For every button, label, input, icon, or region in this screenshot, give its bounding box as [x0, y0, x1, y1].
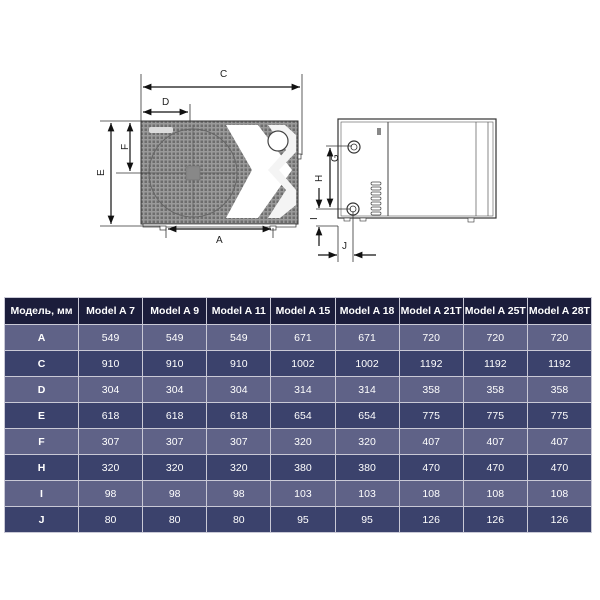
cell: 95 — [271, 507, 335, 533]
cell: 98 — [143, 481, 207, 507]
cell: 126 — [463, 507, 527, 533]
header-model: Model A 18 — [335, 298, 399, 325]
table-row — [5, 481, 592, 507]
cell: 671 — [271, 325, 335, 351]
front-view-drawing — [96, 69, 302, 246]
cell: 80 — [207, 507, 271, 533]
table-row — [5, 429, 592, 455]
cell: 910 — [79, 351, 143, 377]
side-view-drawing — [309, 119, 496, 262]
cell: 470 — [399, 455, 463, 481]
cell: 407 — [527, 429, 591, 455]
cell: 80 — [143, 507, 207, 533]
cell: 304 — [143, 377, 207, 403]
cell: 307 — [207, 429, 271, 455]
cell: 470 — [527, 455, 591, 481]
table-row — [5, 325, 592, 351]
cell: 108 — [399, 481, 463, 507]
cell: 358 — [463, 377, 527, 403]
cell: 304 — [79, 377, 143, 403]
cell: 98 — [79, 481, 143, 507]
cell: 470 — [463, 455, 527, 481]
cell: 307 — [143, 429, 207, 455]
header-model: Model A 11 — [207, 298, 271, 325]
row-param: E — [5, 403, 79, 429]
table-row — [5, 377, 592, 403]
dim-label-j: J — [342, 241, 347, 252]
cell: 126 — [527, 507, 591, 533]
dim-label-i: I — [309, 217, 320, 220]
cell: 380 — [271, 455, 335, 481]
cell: 320 — [207, 455, 271, 481]
cell: 618 — [79, 403, 143, 429]
dim-label-g: G — [330, 154, 341, 162]
cell: 314 — [271, 377, 335, 403]
dim-label-e: E — [96, 169, 107, 176]
dimension-diagram — [0, 0, 600, 280]
row-param: C — [5, 351, 79, 377]
cell: 1192 — [399, 351, 463, 377]
cell: 80 — [79, 507, 143, 533]
cell: 358 — [527, 377, 591, 403]
cell: 407 — [399, 429, 463, 455]
header-model: Model A 25T — [463, 298, 527, 325]
row-param: A — [5, 325, 79, 351]
cell: 720 — [527, 325, 591, 351]
cell: 320 — [143, 455, 207, 481]
cell: 320 — [335, 429, 399, 455]
cell: 407 — [463, 429, 527, 455]
cell: 108 — [527, 481, 591, 507]
dimensions-table — [4, 297, 592, 533]
cell: 654 — [271, 403, 335, 429]
row-param: F — [5, 429, 79, 455]
cell: 549 — [143, 325, 207, 351]
header-model: Model A 9 — [143, 298, 207, 325]
row-param: D — [5, 377, 79, 403]
cell: 98 — [207, 481, 271, 507]
table-row — [5, 351, 592, 377]
cell: 108 — [463, 481, 527, 507]
header-model: Model A 28T — [527, 298, 591, 325]
row-param: H — [5, 455, 79, 481]
cell: 103 — [271, 481, 335, 507]
row-param: I — [5, 481, 79, 507]
cell: 103 — [335, 481, 399, 507]
dim-label-f: F — [120, 143, 131, 150]
table-row — [5, 455, 592, 481]
cell: 775 — [463, 403, 527, 429]
cell: 720 — [399, 325, 463, 351]
table-row — [5, 403, 592, 429]
dim-label-c: C — [220, 69, 228, 80]
header-model: Model A 15 — [271, 298, 335, 325]
header-param: Модель, мм — [5, 298, 79, 325]
cell: 380 — [335, 455, 399, 481]
cell: 549 — [207, 325, 271, 351]
cell: 618 — [143, 403, 207, 429]
cell: 775 — [527, 403, 591, 429]
cell: 320 — [271, 429, 335, 455]
dim-label-h: H — [314, 174, 325, 182]
cell: 95 — [335, 507, 399, 533]
cell: 910 — [207, 351, 271, 377]
row-param: J — [5, 507, 79, 533]
cell: 549 — [79, 325, 143, 351]
cell: 1192 — [527, 351, 591, 377]
header-model: Model A 7 — [79, 298, 143, 325]
cell: 720 — [463, 325, 527, 351]
cell: 910 — [143, 351, 207, 377]
dim-label-d: D — [162, 97, 170, 108]
cell: 320 — [79, 455, 143, 481]
cell: 775 — [399, 403, 463, 429]
cell: 618 — [207, 403, 271, 429]
cell: 671 — [335, 325, 399, 351]
dim-label-a: A — [216, 235, 223, 246]
table-row — [5, 507, 592, 533]
table-header-row — [5, 298, 592, 325]
cell: 1192 — [463, 351, 527, 377]
cell: 358 — [399, 377, 463, 403]
cell: 1002 — [335, 351, 399, 377]
cell: 314 — [335, 377, 399, 403]
cell: 1002 — [271, 351, 335, 377]
header-model: Model A 21T — [399, 298, 463, 325]
cell: 307 — [79, 429, 143, 455]
cell: 654 — [335, 403, 399, 429]
cell: 126 — [399, 507, 463, 533]
cell: 304 — [207, 377, 271, 403]
